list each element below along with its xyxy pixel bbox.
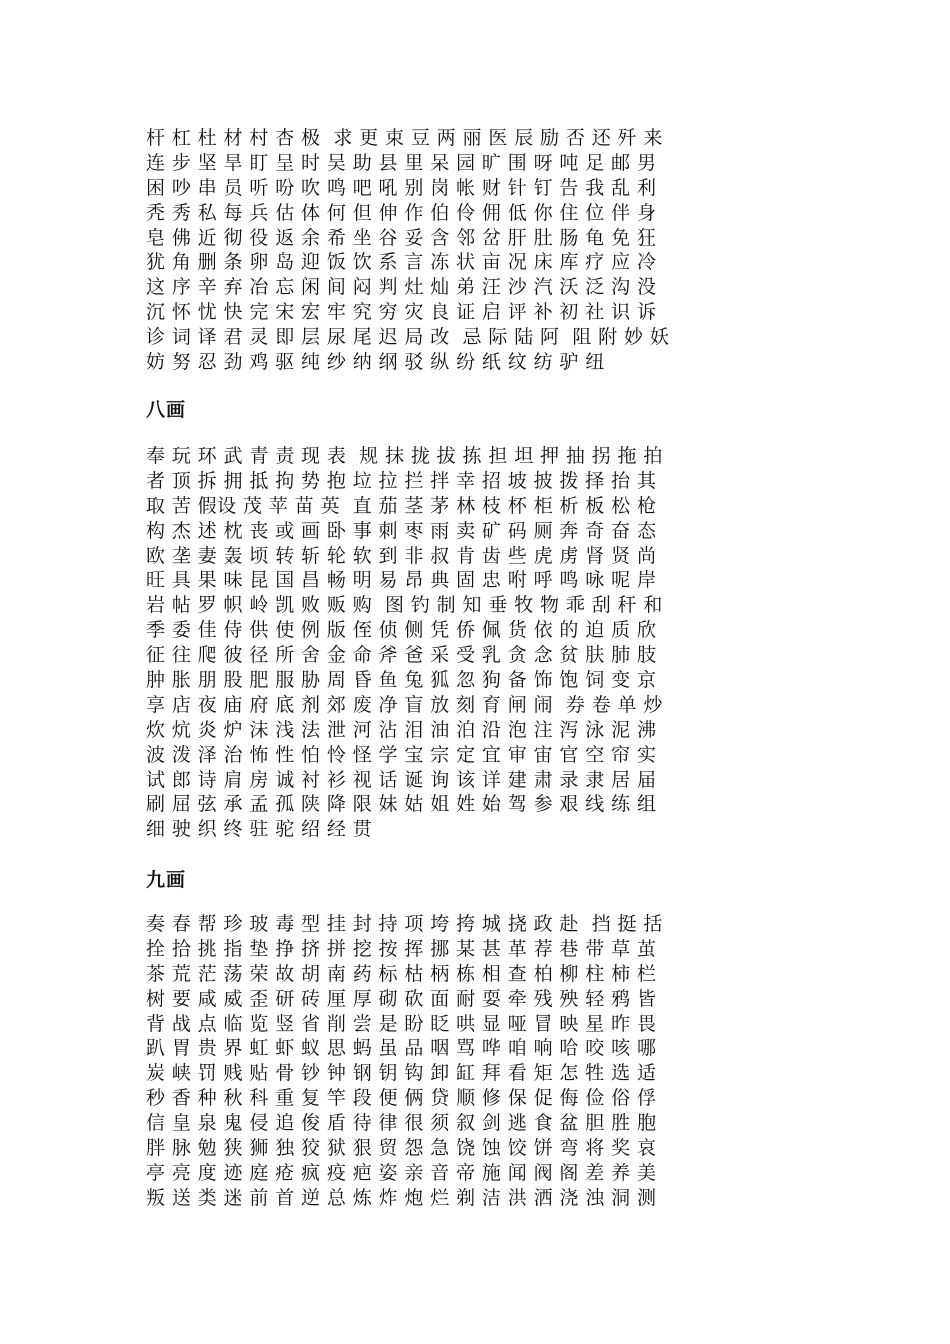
character-row: 胖 脉 勉 狭 狮 独 狡 狱 狠 贸 怨 急 饶 蚀 饺 饼 弯 将 奖 哀: [146, 1137, 657, 1160]
character-row: 炊 炕 炎 炉 沫 浅 法 泄 河 沾 泪 油 泊 沿 泡 注 泻 泳 泥 沸: [146, 718, 657, 741]
character-row: 这 序 辛 弃 冶 忘 闲 间 闷 判 灶 灿 弟 汪 沙 汽 沃 泛 沟 没: [146, 276, 657, 299]
character-row: 构 杰 述 枕 丧 或 画 卧 事 刺 枣 雨 卖 矿 码 厕 奔 奇 奋 态: [146, 519, 657, 542]
section-heading-nine-strokes: 九画: [146, 869, 187, 891]
character-row: 沉 怀 忧 快 完 宋 宏 牢 究 穷 灾 良 证 启 评 补 初 社 识 诉: [146, 301, 657, 324]
character-row: 连 步 坚 旱 盯 呈 时 吴 助 县 里 呆 园 旷 围 呀 吨 足 邮 男: [146, 151, 657, 174]
character-row: 秒 香 种 秋 科 重 复 竿 段 便 俩 贷 顺 修 保 促 侮 俭 俗 俘: [146, 1087, 657, 1110]
character-row: 犹 角 删 条 卵 岛 迎 饭 饮 系 言 冻 状 亩 况 床 库 疗 应 冷: [146, 251, 657, 274]
character-row: 肿 胀 朋 股 肥 服 胁 周 昏 鱼 兔 狐 忽 狗 备 饰 饱 饲 变 京: [146, 669, 657, 692]
character-row: 奉 玩 环 武 青 责 现 表 规 抹 拢 拔 拣 担 坦 押 抽 拐 拖 拍: [146, 445, 663, 467]
character-row: 杆 杠 杜 材 村 杏 极 求 更 束 豆 两 丽 医 辰 励 否 还 歼 来: [146, 127, 663, 149]
character-block-nine-strokes: [146, 912, 663, 1211]
character-row: 者 顶 拆 拥 抵 拘 势 抱 垃 拉 拦 拌 幸 招 坡 披 拨 择 抬 其: [146, 469, 657, 492]
character-row: 拴 拾 挑 指 垫 挣 挤 拼 挖 按 挥 挪 某 甚 革 荐 巷 带 草 茧: [146, 937, 657, 960]
character-row: 细 驶 织 终 驻 驼 绍 经 贯: [146, 818, 373, 841]
character-row: 征 往 爬 彼 径 所 舍 金 命 斧 爸 采 受 乳 贪 念 贫 肤 肺 肢: [146, 644, 657, 667]
character-row: 信 皇 泉 鬼 侵 追 俊 盾 待 律 很 须 叙 剑 逃 食 盆 胆 胜 胞: [146, 1112, 657, 1135]
character-block-eight-strokes: [146, 444, 663, 842]
character-row: 趴 胃 贵 界 虹 虾 蚁 思 蚂 虽 品 咽 骂 哗 咱 响 哈 咬 咳 哪: [146, 1037, 657, 1060]
character-row: 秃 秀 私 每 兵 估 体 何 但 伸 作 伯 伶 佣 低 你 住 位 伴 身: [146, 201, 657, 224]
character-row: 享 店 夜 庙 府 底 剂 郊 废 净 盲 放 刻 育 闸 闹 券 卷 单 炒: [146, 693, 663, 716]
character-row: 叛 送 类 迷 前 首 逆 总 炼 炸 炮 烂 剃 洁 洪 洒 浇 浊 洞 测: [146, 1186, 657, 1209]
character-row: 取 苦 假设 茂 苹 苗 英 直 茄 茎 茅 林 枝 杯 柜 析 板 松 枪: [146, 494, 657, 517]
character-row: 亭 亮 度 迹 庭 疮 疯 疫 疤 姿 亲 音 帝 施 闻 阀 阁 差 养 美: [146, 1161, 657, 1184]
character-row: 皂 佛 近 彻 役 返 余 希 坐 谷 妥 含 邻 岔 肝 肚 肠 龟 免 狂: [146, 226, 657, 249]
character-row: 试 郎 诗 肩 房 诚 衬 衫 视 话 诞 询 该 详 建 肃 录 隶 居 届: [146, 768, 657, 791]
character-row: 季 委 佳 侍 供 使 例 版 侄 侦 侧 凭 侨 佩 货 依 的 迫 质 欣: [146, 619, 657, 642]
character-row: 困 吵 串 员 听 吩 吹 鸣 吧 吼 别 岗 帐 财 针 钉 告 我 乱 利: [146, 176, 657, 199]
character-row: 波 泼 泽 治 怖 性 怕 怜 怪 学 宝 宗 定 宜 审 宙 官 空 帘 实: [146, 743, 657, 766]
character-row: 刷 屈 弦 承 孟 孤 陕 降 限 妹 姑 姐 姓 始 驾 参 艰 线 练 组: [146, 793, 657, 816]
character-row: 欧 垄 妻 轰 顷 转 斩 轮 软 到 非 叔 肯 齿 些 虎 虏 肾 贤 尚: [146, 544, 657, 567]
character-row: 茶 荒 茫 荡 荣 故 胡 南 药 标 枯 柄 栋 相 查 柏 柳 柱 柿 栏: [146, 962, 657, 985]
character-row: 树 要 咸 威 歪 研 砖 厘 厚 砌 砍 面 耐 耍 牵 残 殃 轻 鸦 皆: [146, 987, 657, 1010]
character-row: 岩 帖 罗 帜 岭 凯 败 贩 购 图 钓 制 知 垂 牧 物 乖 刮 秆 和: [146, 594, 663, 617]
character-block-seven-strokes: [146, 126, 669, 375]
character-row: 妨 努 忍 劲 鸡 驱 纯 纱 纳 纲 驳 纵 纷 纸 纹 纺 驴 纽: [146, 351, 605, 374]
character-row: 诊 词 译 君 灵 即 层 尿 尾 迟 局 改 忌 际 陆 阿 阻 附 妙 妖: [146, 326, 670, 349]
character-row: 奏 春 帮 珍 玻 毒 型 挂 封 持 项 垮 挎 城 挠 政 赴 挡 挺 括: [146, 913, 663, 935]
character-row: 旺 具 果 味 昆 国 昌 畅 明 易 昂 典 固 忠 咐 呼 鸣 咏 呢 岸: [146, 569, 657, 592]
character-row: 炭 峡 罚 贱 贴 骨 钞 钟 钢 钥 钩 卸 缸 拜 看 矩 怎 牲 选 适: [146, 1062, 657, 1085]
character-row: 背 战 点 临 览 竖 省 削 尝 是 盼 眨 哄 显 哑 冒 映 星 昨 畏: [146, 1012, 657, 1035]
section-heading-eight-strokes: 八画: [146, 399, 187, 421]
